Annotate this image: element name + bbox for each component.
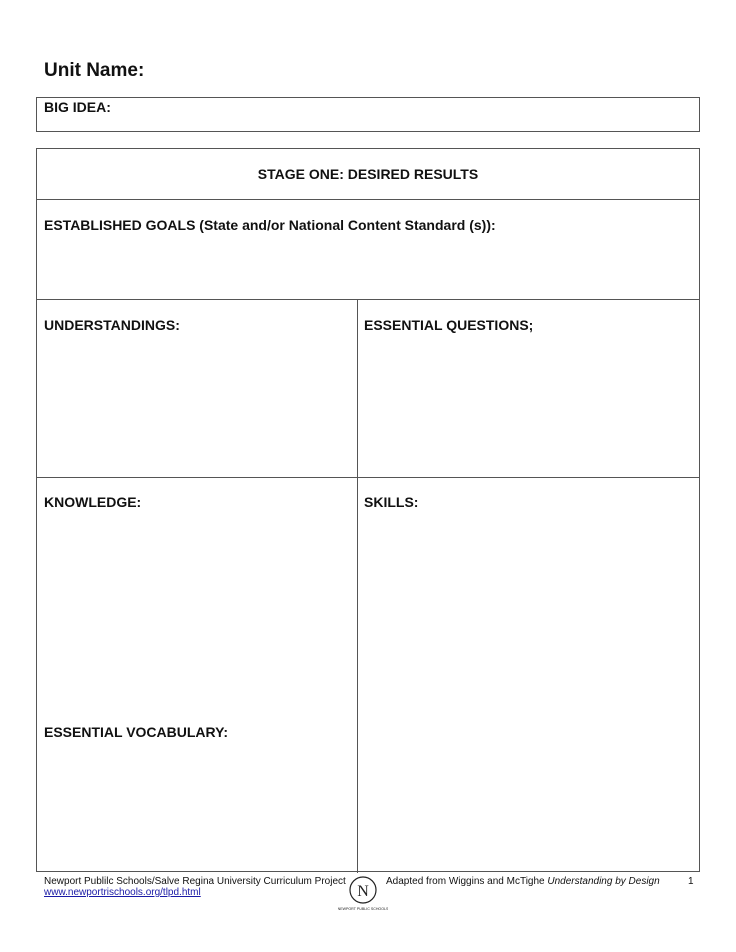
page-number: 1 xyxy=(688,876,694,887)
knowledge-label: KNOWLEDGE: xyxy=(44,494,142,510)
understandings-label: UNDERSTANDINGS: xyxy=(44,317,180,333)
unit-name-label: Unit Name: xyxy=(44,60,145,81)
big-idea-box xyxy=(36,97,700,132)
stage-one-table xyxy=(36,148,700,872)
column-divider xyxy=(357,299,358,873)
understandings-divider xyxy=(37,477,699,478)
big-idea-label: BIG IDEA: xyxy=(44,99,111,115)
essential-vocabulary-label: ESSENTIAL VOCABULARY: xyxy=(44,724,229,740)
footer-book-title: Understanding by Design xyxy=(547,876,660,887)
established-goals-label: ESTABLISHED GOALS (State and/or National Content Standard (s)): xyxy=(44,217,496,233)
logo-caption: NEWPORT PUBLIC SCHOOLS xyxy=(338,907,388,911)
footer-adapted-text: Adapted from Wiggins and McTighe xyxy=(386,876,545,887)
logo-letter: N xyxy=(357,883,369,900)
essential-questions-label: ESSENTIAL QUESTIONS; xyxy=(364,317,534,333)
title-divider xyxy=(37,199,699,200)
stage-one-title: STAGE ONE: DESIRED RESULTS xyxy=(257,166,479,182)
newport-logo-icon xyxy=(338,874,388,914)
footer-link[interactable]: www.newportrischools.org/tlpd.html xyxy=(44,887,201,898)
newport-logo xyxy=(338,874,388,914)
footer-attribution xyxy=(386,876,660,887)
footer-project-text: Newport Publilc Schools/Salve Regina University Curriculum Project xyxy=(44,876,346,887)
goals-divider xyxy=(37,299,699,300)
skills-label: SKILLS: xyxy=(364,494,419,510)
